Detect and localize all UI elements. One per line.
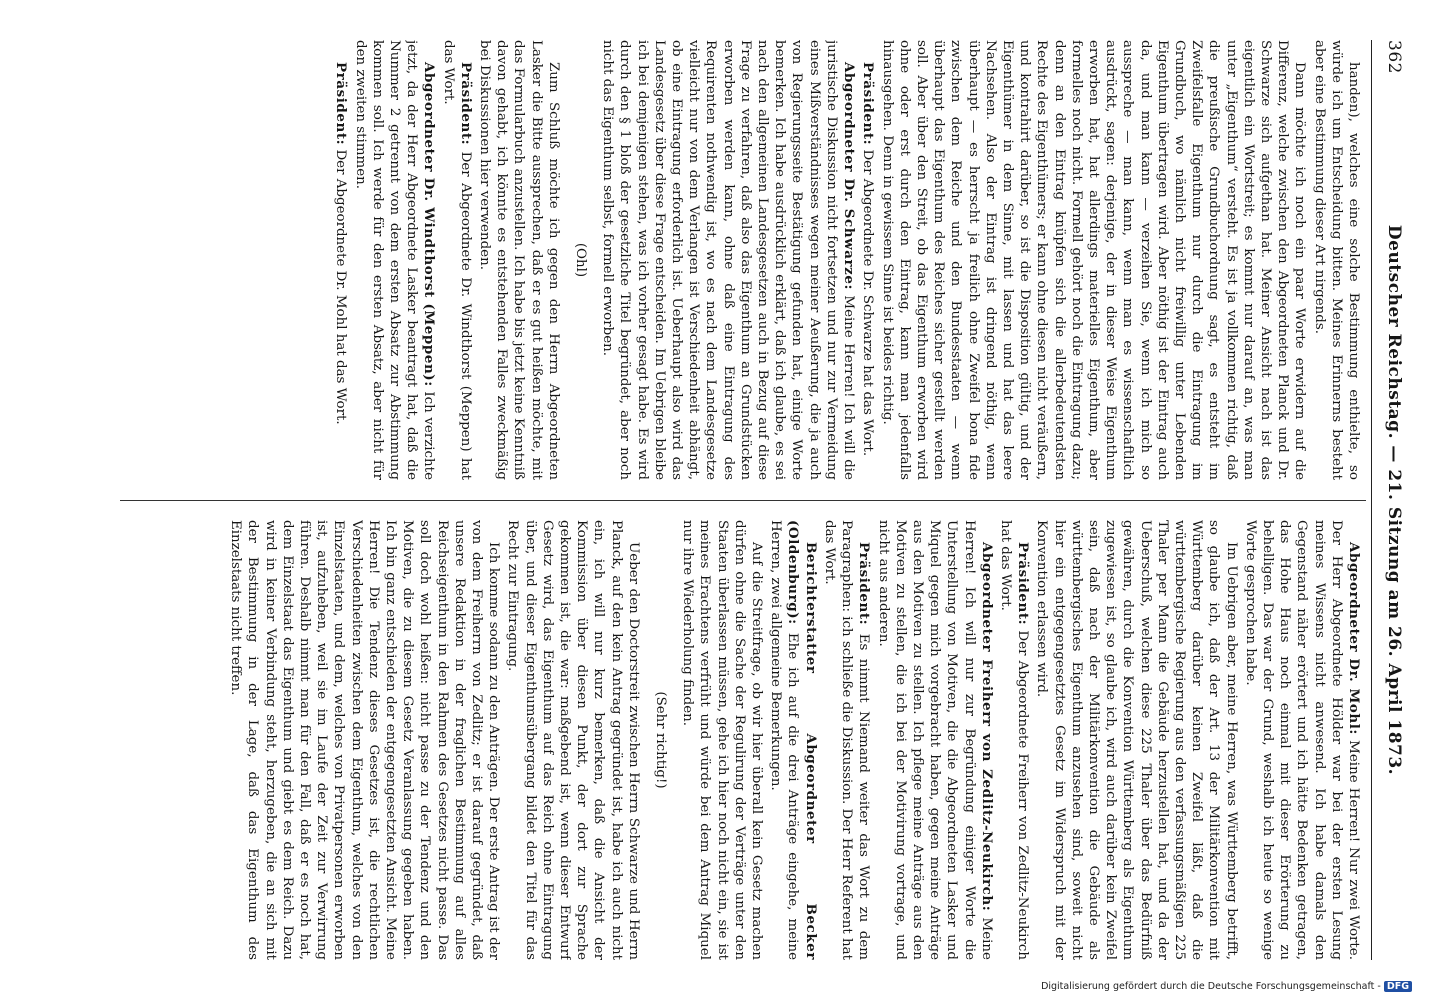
- speaker-label: Abgeordneter Dr. Windthorst (Meppen):: [421, 62, 438, 387]
- speech-paragraph: [859, 40, 876, 480]
- speaker-label: Abgeordneter Dr. Mohl:: [1346, 542, 1362, 735]
- speaker-label: Berichterstatter Abgeordneter Becker (Oldenburg):: [785, 520, 819, 960]
- paragraph: handen), welches eine solche Bestimmung enthielte, so würde ich um Entscheidung bitten. Meines Erinnerns besteht aber eine Bestimmung dieser Art nirgends.: [1311, 40, 1361, 480]
- speech-paragraph: [821, 520, 873, 960]
- speech-paragraph: [767, 520, 819, 960]
- page-number: 362: [1384, 40, 1404, 74]
- speech-paragraph: [997, 520, 1031, 960]
- speaker-label: Präsident:: [1015, 542, 1032, 626]
- speech-text: Es nimmt Niemand weiter das Wort zu dem Paragraphen: ich schließe die Diskussion. Der Herr Referent hat das Wort.: [821, 520, 872, 960]
- paragraph: Auf die Streitfrage, ob wir hier überall kein Gesetz machen dürfen ohne die Sache der Regulirung der Verträge unter den Staaten überlassen müssen, gehe ich hier noch nicht ein, sie ist meines Erachtens verfrüht und würde bei dem Antrag Miquel nur ihre Wiederholung finden.: [680, 520, 765, 960]
- paragraph: Ich komme sodann zu den Anträgen. Der erste Antrag ist der von dem Freiherrn von Zedlitz; er ist darauf gegründet, daß unsere Redaktion in der fraglichen Bestimmung auf alles Reichseigenthum in den Rahmen des Gesetzes nicht passe. Das soll doch wohl heißen: nicht passe zu der Tendenz und den Motiven, die zu diesem Gesetz Veranlassung gegeben haben. Ich bin ganz entschieden der entgegengesetzten Ansicht. Meine Herren! Die Tendenz dieses Gesetzes ist, die rechtlichen Verschiedenheiten zwischen dem Eigenthum, welches von den Einzelstaaten, und dem, welches von Privatpersonen erworben ist, aufzuheben, weil sie im Laufe der Zeit zur Verwirrung führen. Deshalb nimmt man für den Fall, daß er es noch hat, dem Einzelstaat das Eigenthum und giebt es dem Reich. Dazu wird in keiner Verbindung steht, herzugeben, die an sich mit der Bestimmung in der Lage, daß das Eigenthum des Einzelstaats nicht treffen.: [228, 520, 502, 960]
- right-column: [120, 520, 1362, 960]
- speaker-label: Präsident:: [333, 62, 350, 146]
- speaker-label: Präsident:: [457, 62, 474, 146]
- interjection: (Sehr richtig!): [653, 691, 669, 789]
- speech-paragraph: [439, 40, 473, 480]
- paragraph: Zum Schluß möchte ich gegen den Herrn Abgeordneten Lasker die Bitte aussprechen, daß er es gut heißen möchte, mit das Formularbuch anzustellen. Ich habe bis jetzt keine Kenntniß davon gehabt, ich könnte es entstehenden Falles zweckmäßig bei Diskussionen hier verwenden.: [477, 40, 561, 480]
- speech-paragraph: [332, 40, 349, 480]
- speech-text: Meine Herren! Nur zwei Worte. Der Herr Abgeordnete Hölder war bei der ersten Lesung meines Wissens nicht anwesend. Ich habe damals den Gegenstand näher erörtert und ich hätte Bedenken getragen, das Hohe Haus noch einmal mit dieser Erörterung zu behelligen. Das war der Grund, weshalb ich heute so wenige Worte gesprochen habe.: [1242, 520, 1361, 960]
- speech-text: Der Abgeordnete Freiherr von Zedlitz-Neukirch hat das Wort.: [997, 520, 1031, 960]
- speaker-label: Abgeordneter Dr. Schwarze:: [841, 62, 858, 291]
- left-column: [120, 40, 1362, 480]
- page-title: Deutscher Reichstag. — 21. Sitzung am 26. April 1873.: [1384, 224, 1404, 776]
- column-divider: [120, 500, 1366, 501]
- paragraph: Dann möchte ich noch ein paar Worte erwidern auf die Differenz, welche zwischen den Abgeordneten Planck und Dr. Schwarze sich aufgethan hat. Meiner Ansicht nach ist das eigentlich ein Wortstreit; es kommt nur darauf an, was man unter „Eigenthum“ versteht. Es ist ja vollkommen richtig, daß die preußische Grundbuchordnung sagt, es entsteht im Zweifelsfalle Eigenthum nur durch die Eintragung im Grundbuch, wo nämlich nicht freiwillig unter Lebenden Eigenthum übertragen wird. Aber nöthig ist der Eintrag auch da, und man kann — verzeihen Sie, wenn ich mich so ausspreche — man kann, wenn man es wissenschaftlich ausdrückt, sagen: derjenige, der in dieser Weise Eigenthum erworben hat, hat allerdings materielles Eigenthum, aber formelles noch nicht. Formell gehört noch die Eintragung dazu; denn an den Eintrag knüpfen sich die allerbedeutendsten Rechte des Eigenthümers; er kann ohne diesen nicht veräußern, und kontrahirt darüber, so ist die Disposition gültig, und der Eigenthümer in dem Sinne, mit lassen und hat das leere Nachsehen. Also der Eintrag ist dringend nöthig, wenn überhaupt — es herrscht ja freilich ohne Zweifel bona fide zwischen dem Reiche und den Bundesstaaten — wenn überhaupt das Eigenthum des Reiches sicher gestellt werden soll. Aber über den Streit, ob das Eigenthum erworben wird ohne oder erst durch den Eintrag, kann man jedenfalls hinausgehen. Denn in gewissem Sinne ist beides richtig.: [879, 40, 1308, 480]
- speaker-label: Präsident:: [860, 62, 877, 146]
- paragraph: Ueber den Doctorstreit zwischen Herrn Schwarze und Herrn Planck, auf den kein Antrag gegründet ist, habe ich auch nicht ein, ich will nur kurz bemerken, daß die Ansicht der Kommission über diesen Punkt, der dort zur Sprache gekommen ist, die war: maßgebend ist, wenn dieser Entwurf Gesetz wird, das Eigenthum auf das Reich ohne Eintragung über, und dieser Eigenthumsübergang bildet den Titel für das Recht zur Eintragung.: [505, 520, 641, 960]
- interjection: (Ohl): [573, 242, 589, 278]
- speech-text: Der Abgeordnete Dr. Windthorst (Meppen) hat das Wort.: [440, 40, 473, 480]
- speaker-label: Abgeordneter Freiherr von Zedlitz-Neukirch:: [978, 542, 995, 912]
- paragraph: Im Uebrigen aber, meine Herren, was Württemberg betrifft, so glaube ich, daß der Art. 13 der Militärkonvention mit Württemberg darüber keinen Zweifel läßt, daß die württembergische Regierung aus den verfassungsmäßigen 225 Thaler per Mann die Gebäude herzustellen hat, und da der Ueberschuß, welchen diese 225 Thaler über das Bedürfniß gewähren, durch die Konvention Württemberg als Eigenthum zugewiesen ist, so glaube ich, wird auch darüber kein Zweifel sein, daß nach der Militärkonvention die Gebäude als württembergisches Eigenthum anzusehen sind, soweit nicht hier ein entgegengesetztes Gesetz im Widerspruch mit der Konvention erlassen wird.: [1034, 520, 1239, 960]
- header-rule: [1371, 40, 1372, 960]
- digitization-credit: [1041, 981, 1412, 992]
- speech-paragraph: [351, 40, 437, 480]
- speech-paragraph: [1242, 520, 1362, 960]
- dfg-logo: DFG: [1384, 981, 1412, 992]
- speech-text: Meine Herren! Ich will nur zur Begründung einiger Worte die Unterstellung von Motiven, die die Abgeordneten Lasker und Miquel gegen mich vorgebracht haben, gegen meine Anträge aus den Motiven zu stellen. Ich pflege meine Anträge aus den Motiven zu stellen, die ich bei der Motivirung vortrage, und nicht aus anderen.: [875, 520, 994, 960]
- speech-text: Der Abgeordnete Dr. Schwarze hat das Wort.: [860, 145, 876, 457]
- speaker-label: Präsident:: [856, 542, 873, 626]
- credit-text: Digitalisierung gefördert durch die Deutsche Forschungsgemeinschaft -: [1041, 981, 1381, 992]
- speech-text: Ich verzichte jetzt, da der Herr Abgeordnete Lasker beantragt hat, daß die Nummer 2 getrennt von dem ersten Absatz zur Abstimmung kommen soll. Ich werde für den ersten Absatz, aber nicht für den zweiten stimmen.: [352, 40, 437, 480]
- running-header: [1376, 40, 1404, 960]
- speech-text: Der Abgeordnete Dr. Mohl hat das Wort.: [333, 145, 349, 425]
- speech-paragraph: [874, 520, 994, 960]
- speech-text: Ehe ich auf die drei Anträge eingehe, meine Herren, zwei allgemeine Bemerkungen.: [768, 520, 801, 960]
- speech-paragraph: [599, 40, 857, 480]
- speech-text: Meine Herren! Ich will die juristische Diskussion nicht fortsetzen und nur zur Vermeidung eines Mißverständnisses wegen meiner Aeußerung, die ja auch von Regierungsseite Bestätigung gefunden hat, einige Worte bemerken. Ich habe ausdrücklich erklärt, daß ich glaube, es sei nach den allgemeinen Landesgesetzen auch in Bezug auf diese Frage zu verfahren, daß also das Eigenthum an Grundstücken erworben werden kann, ohne daß eine Eintragung des Requirenten nothwendig ist, wo es nach dem Landesgesetze vielleicht nur von dem Verlangen ist Verschiedenheit abhängt, ob eine Eintragung erforderlich ist. Ueberhaupt also wird das Landesgesetz über diese Frage entscheiden. Im Uebrigen bleibe ich bei demjenigen stehen, was ich vorher gesagt habe. Es wird durch den § 1 bloß der gesetzliche Titel begründet, aber noch nicht das Eigenthum selbst, formell erworben.: [600, 40, 857, 480]
